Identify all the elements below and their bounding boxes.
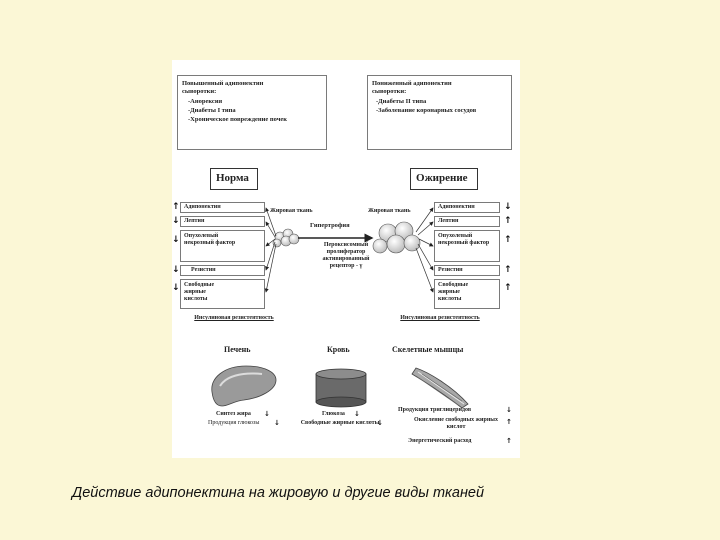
left-arrow-icon: ↓	[172, 235, 180, 245]
factor-label: Свободные жирные кислоты	[438, 282, 469, 302]
left-arrow-icon: ↑	[172, 202, 180, 212]
high-adiponectin-item: -Анорексия	[188, 98, 223, 105]
blood-effect-line: Глюкоза	[322, 411, 345, 417]
liver-effect-line: Синтез жира	[216, 411, 251, 417]
down-arrow-icon: ↓	[264, 410, 270, 418]
insulin-resistance-left-label: Инсулиновая резистентность	[194, 315, 274, 321]
factor-label: Лептин	[438, 218, 459, 224]
factor-label: Лептин	[184, 218, 205, 224]
left-arrow-icon: ↓	[172, 265, 180, 275]
right-arrow-icon: ↑	[504, 265, 512, 275]
down-arrow-icon: ↓	[377, 419, 383, 427]
up-arrow-icon: ↑	[506, 437, 512, 445]
liver-effect-line: Продукция глюкозы	[208, 420, 260, 426]
up-arrow-icon: ↑	[506, 418, 512, 426]
muscle-effect-line: Продукция триглицеридов	[398, 407, 472, 413]
muscle-title: Скелетные мышцы	[392, 345, 464, 354]
factor-label: Адипонектин	[438, 204, 475, 210]
liver-icon	[212, 366, 276, 406]
muscle-effect-line: Энергетический расход	[408, 438, 472, 444]
large-fat-cells-icon	[373, 222, 420, 253]
down-arrow-icon: ↓	[506, 406, 512, 414]
low-adiponectin-item: -Заболевание коронарных сосудов	[376, 107, 477, 114]
obesity-label: Ожирение	[416, 172, 468, 184]
low-adiponectin-title: Пониженный адипонектин сыворотки:	[372, 80, 452, 95]
factor-label: Резистин	[191, 267, 216, 273]
factor-label: Адипонектин	[184, 204, 221, 210]
factor-label: Резистин	[438, 267, 463, 273]
skeletal-muscle-icon	[412, 368, 468, 408]
down-arrow-icon: ↓	[274, 419, 280, 427]
norm-label: Норма	[216, 172, 249, 184]
factor-label: Опухолевый некрозный фактор	[438, 233, 490, 246]
diagram-figure	[172, 60, 520, 458]
down-arrow-icon: ↓	[354, 410, 360, 418]
factor-label: Свободные жирные кислоты	[184, 282, 215, 302]
right-arrow-icon: ↑	[504, 235, 512, 245]
blood-title: Кровь	[327, 345, 350, 354]
blood-effect-line: Свободные жирные кислоты	[300, 420, 380, 426]
small-fat-cells-icon	[273, 229, 299, 247]
factor-label: Опухолевый некрозный фактор	[184, 233, 236, 246]
high-adiponectin-title: Повышенный адипонектин сыворотки:	[182, 80, 264, 95]
blood-container-icon	[316, 369, 366, 407]
figure-caption: Действие адипонектина на жировую и другие виды тканей	[72, 485, 485, 501]
hypertrophy-label: Гипертрофия	[310, 222, 350, 229]
high-adiponectin-item: -Хроническое повреждение почек	[188, 116, 288, 123]
right-arrow-icon: ↓	[504, 202, 512, 212]
low-adiponectin-item: -Диабеты II типа	[376, 98, 427, 105]
adipose-tissue-left-label: Жировая ткань	[270, 208, 313, 214]
right-arrow-icon: ↑	[504, 216, 512, 226]
muscle-effect-line: Окисление свободных жирных кислот	[414, 417, 498, 430]
right-arrow-icon: ↑	[504, 283, 512, 293]
ppar-label: Пероксисомный пролифератор активированный рецептор - γ	[322, 242, 370, 269]
left-arrow-icon: ↓	[172, 283, 180, 293]
liver-title: Печень	[224, 345, 251, 354]
high-adiponectin-item: -Диабеты I типа	[188, 107, 236, 114]
adipose-tissue-right-label: Жировая ткань	[368, 208, 411, 214]
left-arrow-icon: ↓	[172, 216, 180, 226]
insulin-resistance-right-label: Инсулиновая резистентность	[400, 315, 480, 321]
diagram-connectors	[172, 60, 520, 458]
